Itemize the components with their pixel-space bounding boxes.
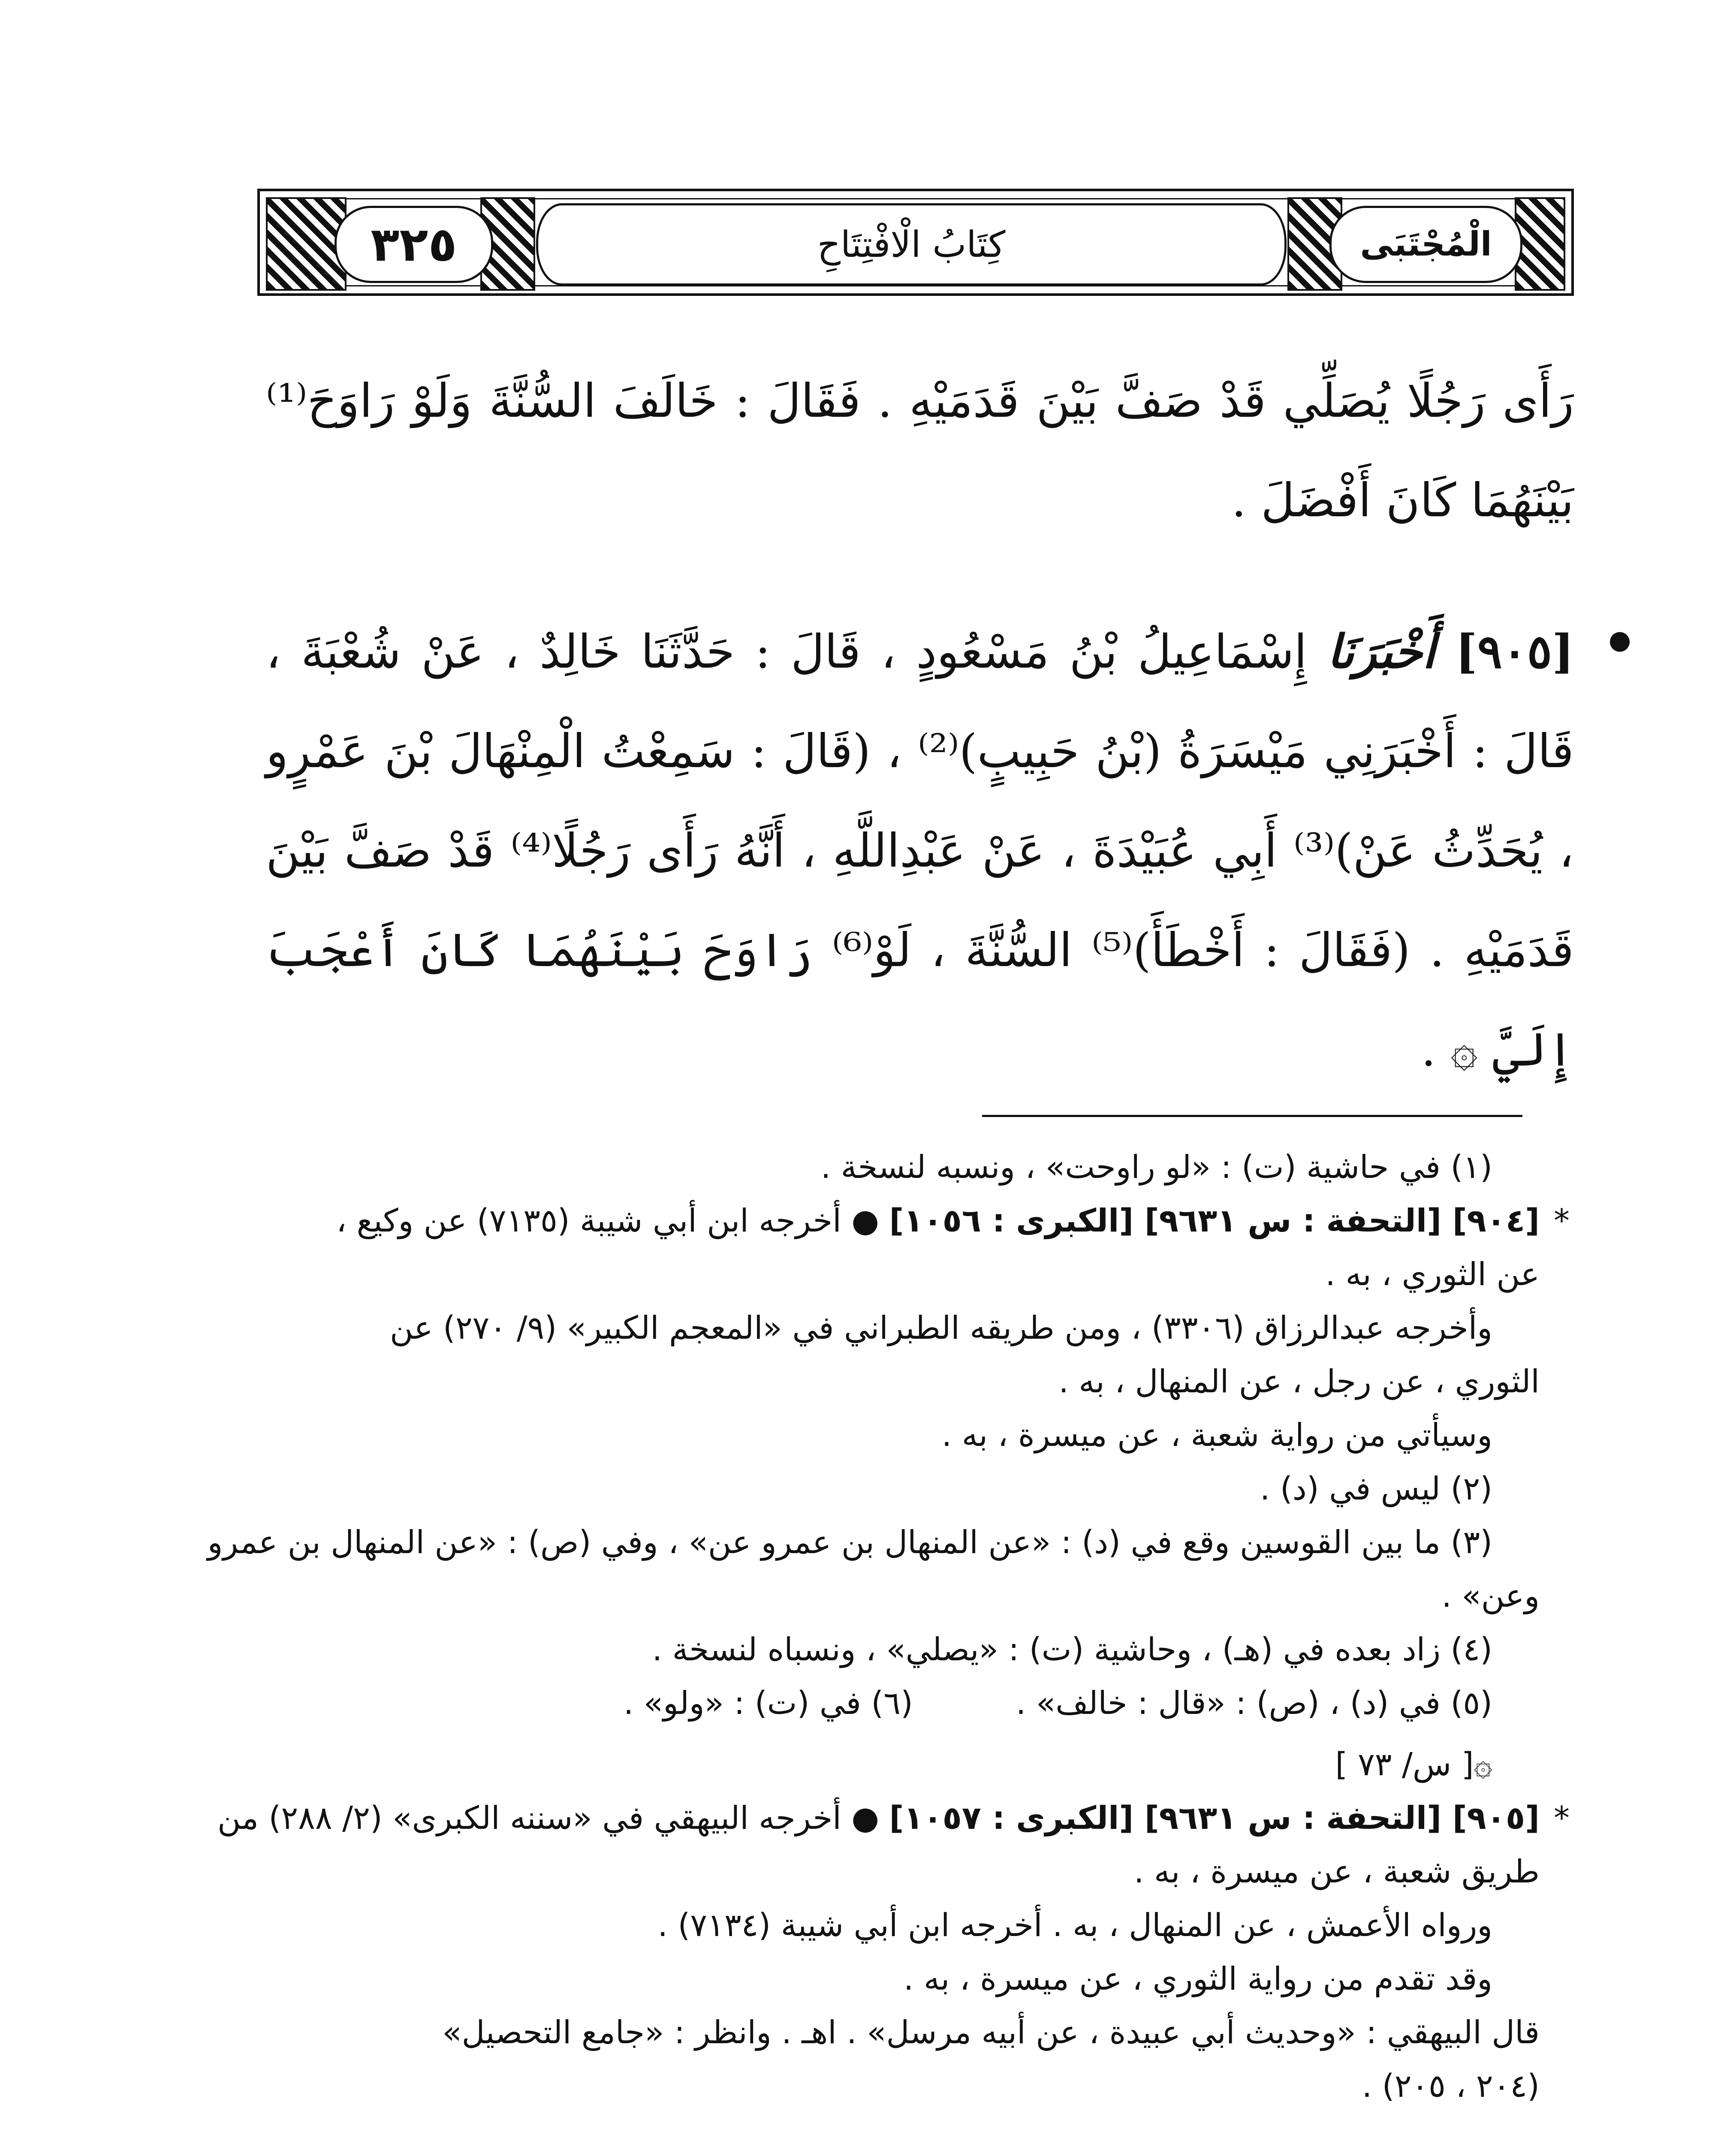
takhrij-905-f: (٢٠٤ ، ٢٠٥) . xyxy=(1362,2068,1540,2105)
takhrij-905-a: ● أخرجه البيهقي في «سننه الكبرى» (٢/ ٢٨٨) من xyxy=(217,1800,879,1837)
main-text xyxy=(266,352,1574,1100)
hadith-text: إِسْمَاعِيلُ بْنُ مَسْعُودٍ ، قَالَ : حَدَّثَنَا خَالِدٌ ، عَنْ شُعْبَةَ ، قَالَ : أَخْبَرَنِي مَيْسَرَةُ (بْنُ حَبِيبٍ)⁽²⁾ ، (قَالَ : سَمِعْتُ الْمِنْهَالَ بْنَ عَمْرٍو ، يُحَدِّثُ عَنْ)⁽³⁾ أَبِي عُبَيْدَةَ ، عَنْ عَبْدِاللَّهِ ، أَنَّهُ رَأَى رَجُلًا⁽⁴⁾ قَدْ صَفَّ بَيْنَ قَدَمَيْهِ . (فَقَالَ : أَخْطَأَ)⁽⁵⁾ السُّنَّةَ ، لَوْ⁽⁶⁾ رَاوَحَ بَيْنَهُمَا كَانَ أَعْجَبَ إِلَيَّ ۞ . xyxy=(266,625,1574,1077)
takhrij-905-c: ورواه الأعمش ، عن المنهال ، به . أخرجه ابن أبي شيبة (٧١٣٤) . xyxy=(657,1907,1492,1944)
akhbarana-word: أَخْبَرَنَا xyxy=(1327,625,1435,679)
takhrij-904-refs: [٩٠٤] [التحفة : س ٩٦٣١] [الكبرى : ١٠٥٦] xyxy=(889,1202,1540,1239)
page-header xyxy=(257,189,1574,296)
hadith-905 xyxy=(266,602,1574,1100)
footnote-4: (٤) زاد بعده في (هـ) ، وحاشية (ت) : «يصلي» ، ونسباه لنسخة . xyxy=(652,1631,1492,1668)
takhrij-904-b: عن الثوري ، به . xyxy=(1325,1256,1540,1293)
takhrij-905-b: طريق شعبة ، عن ميسرة ، به . xyxy=(1133,1853,1540,1890)
chapter-title: كِتَابُ الْافْتِتَاحِ xyxy=(536,203,1287,286)
footnote-1: (١) في حاشية (ت) : «لو راوحت» ، ونسبه لنسخة . xyxy=(820,1149,1492,1186)
bullet-dot xyxy=(1610,632,1630,652)
footnotes-5-6 xyxy=(249,1677,1540,1730)
takhrij-904-d: الثوري ، عن رجل ، عن المنهال ، به . xyxy=(1058,1363,1540,1400)
footnote-6: (٦) في (ت) : «ولو» . xyxy=(623,1685,913,1722)
footnote-separator xyxy=(982,1115,1522,1117)
takhrij-905-e: قال البيهقي : «وحديث أبي عبيدة ، عن أبيه مرسل» . اهـ . وانظر : «جامع التحصيل» xyxy=(442,2014,1540,2051)
footnote-2: (٢) ليس في (د) . xyxy=(1260,1470,1492,1507)
star-marker: * xyxy=(1554,1800,1570,1837)
takhrij-904-e: وسيأتي من رواية شعبة ، عن ميسرة ، به . xyxy=(941,1417,1492,1454)
page-number: ٣٢٥ xyxy=(335,206,493,283)
hadith-number: [٩٠٥] xyxy=(1455,625,1574,679)
paragraph-continuation: رَأَى رَجُلًا يُصَلِّي قَدْ صَفَّ بَيْنَ قَدَمَيْهِ . فَقَالَ : خَالَفَ السُّنَّةَ وَلَوْ رَاوَحَ⁽¹⁾ بَيْنَهُمَا كَانَ أَفْضَلَ . xyxy=(266,374,1574,527)
page-reference: ۞[ س/ ٧٣ ] xyxy=(1335,1746,1492,1783)
book-title: الْمُجْتَبَى xyxy=(1329,206,1522,283)
takhrij-904-c: وأخرجه عبدالرزاق (٣٣٠٦) ، ومن طريقه الطبراني في «المعجم الكبير» (٩/ ٢٧٠) عن xyxy=(390,1310,1492,1346)
takhrij-904-a: ● أخرجه ابن أبي شيبة (٧١٣٥) عن وكيع ، xyxy=(336,1202,879,1239)
footnote-3b: وعن» . xyxy=(1441,1578,1540,1614)
star-marker: * xyxy=(1554,1202,1570,1239)
takhrij-905-d: وقد تقدم من رواية الثوري ، عن ميسرة ، به . xyxy=(903,1960,1492,1997)
footnote-3a: (٣) ما بين القوسين وقع في (د) : «عن المنهال بن عمرو عن» ، وفي (ص) : «عن المنهال بن عمرو xyxy=(207,1524,1492,1561)
takhrij-904-head xyxy=(249,1194,1570,1248)
footnote-5: (٥) في (د) ، (ص) : «قال : خالف» . xyxy=(1016,1685,1492,1722)
footnotes xyxy=(207,1141,1570,2113)
takhrij-905-refs: [٩٠٥] [التحفة : س ٩٦٣١] [الكبرى : ١٠٥٧] xyxy=(889,1800,1540,1837)
takhrij-905-head xyxy=(217,1792,1570,1845)
